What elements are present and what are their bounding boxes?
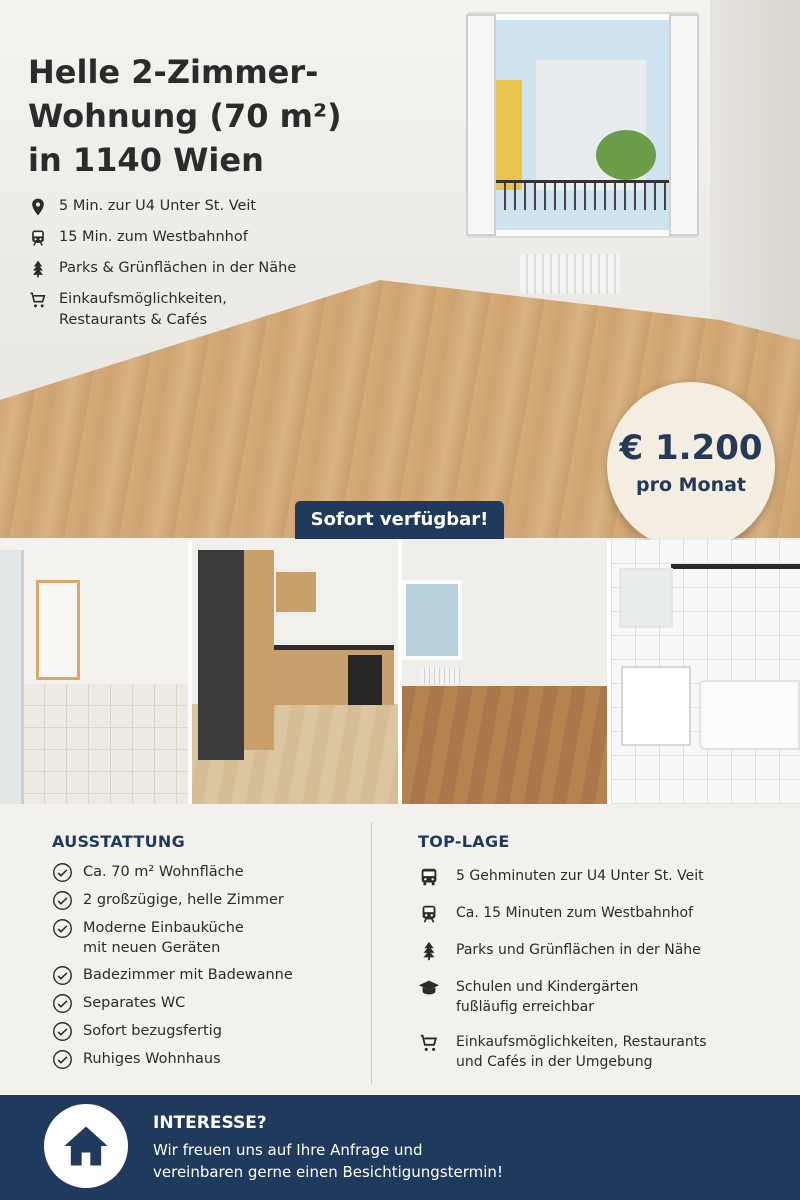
amenity-text: Ruhiges Wohnhaus bbox=[83, 1051, 221, 1067]
availability-badge: Sofort verfügbar! bbox=[295, 501, 504, 539]
location-text: Ca. 15 Minuten zum Westbahnhof bbox=[456, 905, 693, 921]
location-pin-icon bbox=[28, 197, 48, 217]
price-unit: pro Monat bbox=[635, 474, 747, 496]
train-icon bbox=[418, 903, 440, 925]
location-text: Schulen und Kindergärten fußläufig erreichbar bbox=[456, 979, 639, 1015]
shopping-cart-icon bbox=[418, 1032, 440, 1054]
listing-title: Helle 2-Zimmer-Wohnung (70 m²) in 1140 Wien bbox=[28, 53, 342, 179]
column-divider bbox=[371, 822, 372, 1084]
amenity-item bbox=[52, 965, 352, 986]
amenity-item bbox=[52, 1021, 352, 1042]
info-section bbox=[0, 804, 800, 1094]
amenity-text: Sofort bezugsfertig bbox=[83, 1023, 222, 1039]
photo-kitchen bbox=[192, 540, 398, 804]
check-circle-icon bbox=[52, 1021, 73, 1042]
shopping-cart-icon bbox=[28, 290, 48, 310]
amenity-item bbox=[52, 862, 352, 883]
bus-icon bbox=[418, 866, 440, 888]
hero-feature-list bbox=[28, 196, 368, 341]
hero-feature-text: Einkaufsmöglichkeiten, Restaurants & Cafés bbox=[59, 291, 227, 328]
hero-feature-item bbox=[28, 258, 368, 279]
hero-radiator bbox=[520, 254, 620, 294]
amenity-text: Separates WC bbox=[83, 995, 186, 1011]
amenity-text: Moderne Einbauküche mit neuen Geräten bbox=[83, 920, 244, 956]
house-icon-circle bbox=[44, 1104, 128, 1188]
location-title: TOP-LAGE bbox=[418, 832, 510, 851]
hero-feature-item bbox=[28, 227, 368, 248]
location-item bbox=[418, 1032, 768, 1072]
photo-room bbox=[402, 540, 607, 804]
location-text: Parks und Grünflächen in der Nähe bbox=[456, 942, 701, 958]
check-circle-icon bbox=[52, 1049, 73, 1070]
amenity-item bbox=[52, 993, 352, 1014]
amenity-item bbox=[52, 890, 352, 911]
amenity-item bbox=[52, 918, 352, 958]
house-icon bbox=[60, 1120, 112, 1172]
amenity-text: Badezimmer mit Badewanne bbox=[83, 967, 293, 983]
location-list bbox=[418, 866, 768, 1087]
check-circle-icon bbox=[52, 965, 73, 986]
tree-icon bbox=[418, 940, 440, 962]
location-item bbox=[418, 940, 768, 962]
hero-feature-text: Parks & Grünflächen in der Nähe bbox=[59, 260, 297, 276]
location-item bbox=[418, 903, 768, 925]
photo-gallery bbox=[0, 540, 800, 804]
hero-feature-text: 5 Min. zur U4 Unter St. Veit bbox=[59, 198, 257, 214]
check-circle-icon bbox=[52, 918, 73, 939]
hero-feature-item bbox=[28, 196, 368, 217]
check-circle-icon bbox=[52, 862, 73, 883]
contact-footer bbox=[0, 1095, 800, 1200]
amenity-item bbox=[52, 1049, 352, 1070]
hero-window bbox=[470, 14, 695, 236]
photo-hallway bbox=[0, 540, 188, 804]
hero-feature-text: 15 Min. zum Westbahnhof bbox=[59, 229, 248, 245]
amenities-list bbox=[52, 862, 352, 1077]
footer-title: INTERESSE? bbox=[153, 1113, 267, 1133]
amenities-title: AUSSTATTUNG bbox=[52, 832, 186, 851]
graduation-cap-icon bbox=[418, 977, 440, 999]
check-circle-icon bbox=[52, 993, 73, 1014]
location-item bbox=[418, 977, 768, 1017]
check-circle-icon bbox=[52, 890, 73, 911]
hero-feature-item bbox=[28, 289, 368, 331]
amenity-text: 2 großzügige, helle Zimmer bbox=[83, 892, 284, 908]
tree-icon bbox=[28, 259, 48, 279]
footer-text: Wir freuen uns auf Ihre Anfrage und vereinbaren gerne einen Besichtigungstermin! bbox=[153, 1141, 503, 1181]
location-text: 5 Gehminuten zur U4 Unter St. Veit bbox=[456, 868, 704, 884]
location-item bbox=[418, 866, 768, 888]
train-icon bbox=[28, 228, 48, 248]
location-text: Einkaufsmöglichkeiten, Restaurants und Cafés in der Umgebung bbox=[456, 1034, 707, 1070]
price-value: € 1.200 bbox=[619, 428, 763, 468]
price-badge bbox=[607, 382, 775, 550]
amenity-text: Ca. 70 m² Wohnfläche bbox=[83, 864, 244, 880]
photo-bathroom bbox=[611, 540, 800, 804]
